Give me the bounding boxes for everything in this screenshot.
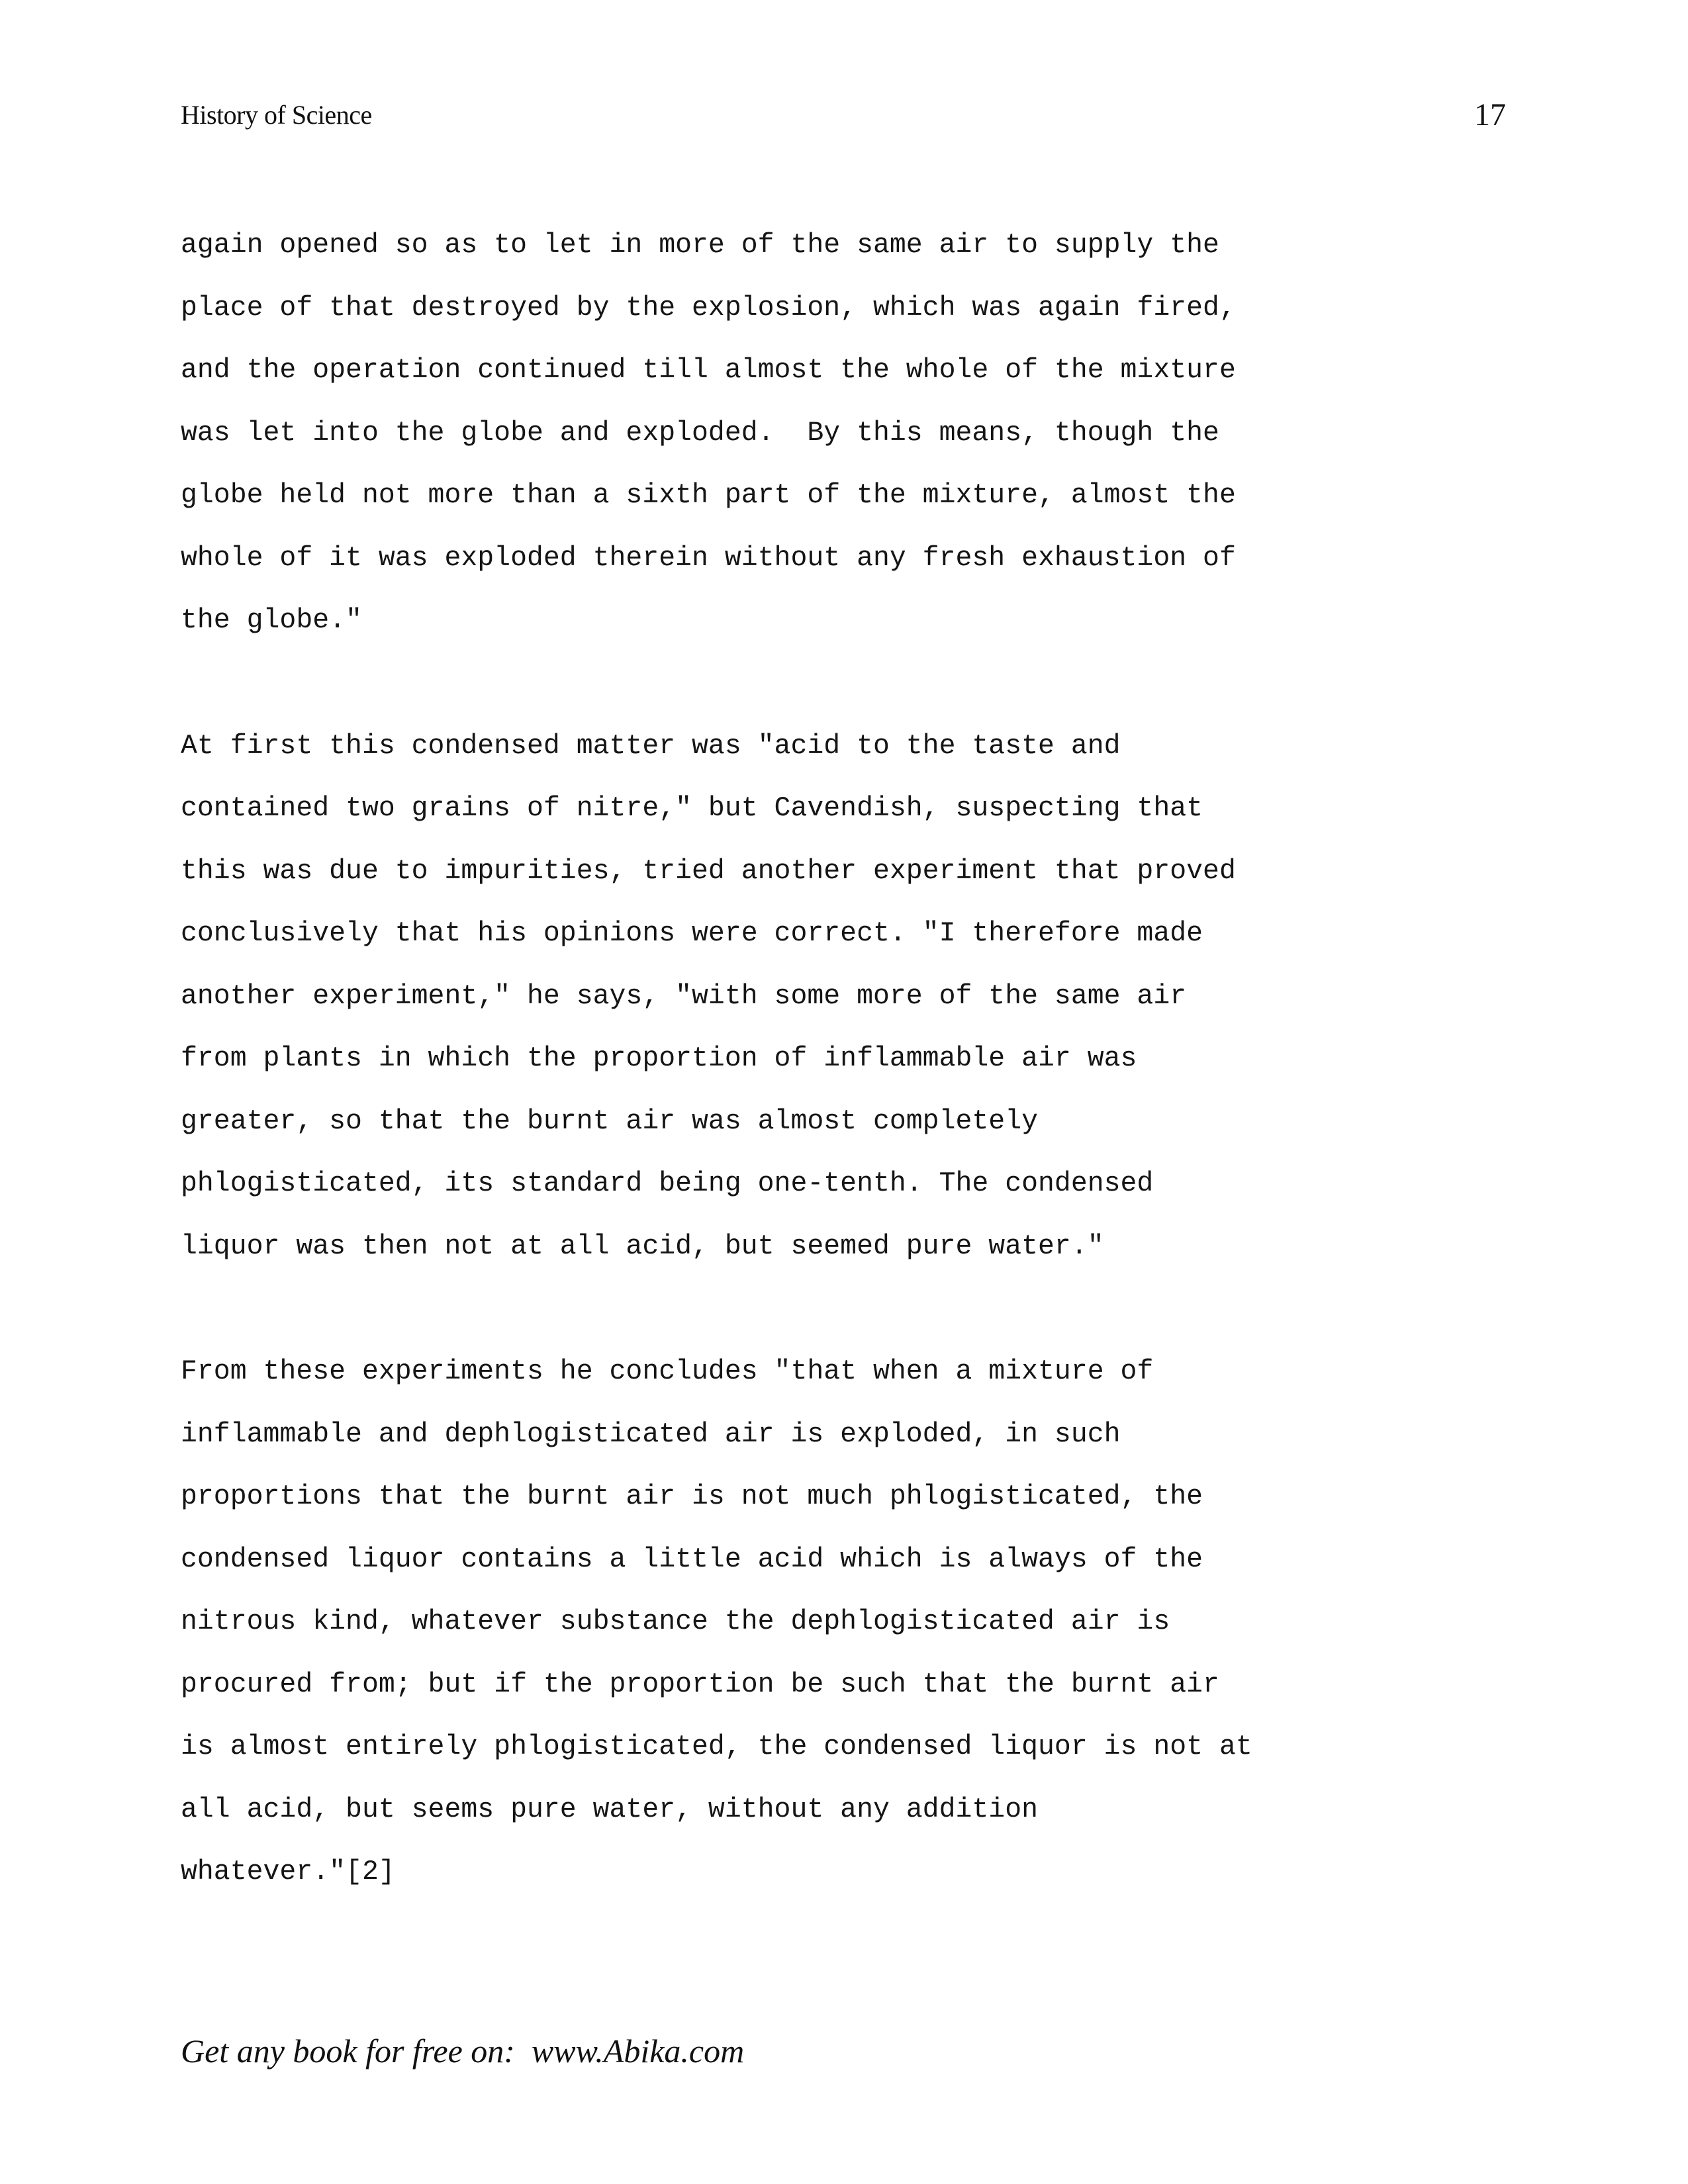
text-line: the globe." <box>181 605 362 636</box>
text-line: nitrous kind, whatever substance the dephlogisticated air is <box>181 1606 1170 1637</box>
text-line: greater, so that the burnt air was almost completely <box>181 1105 1039 1137</box>
text-line: condensed liquor contains a little acid which is always of the <box>181 1543 1203 1575</box>
footer-promo-text: Get any book for free on: www.Abika.com <box>181 2032 745 2070</box>
text-line: again opened so as to let in more of the same air to supply the <box>181 230 1219 261</box>
text-line: conclusively that his opinions were correct. "I therefore made <box>181 918 1203 949</box>
running-head-title: History of Science <box>181 100 372 130</box>
text-line: from plants in which the proportion of inflammable air was <box>181 1043 1137 1074</box>
text-line: is almost entirely phlogisticated, the condensed liquor is not at <box>181 1731 1252 1762</box>
text-line: another experiment," he says, "with some more of the same air <box>181 980 1187 1012</box>
text-line: inflammable and dephlogisticated air is exploded, in such <box>181 1418 1121 1450</box>
text-line: was let into the globe and exploded. By this means, though the <box>181 417 1219 449</box>
paragraph-2 <box>181 723 1505 1287</box>
text-line: From these experiments he concludes "that when a mixture of <box>181 1356 1154 1387</box>
text-line: place of that destroyed by the explosion, which was again fired, <box>181 292 1236 324</box>
text-line: phlogisticated, its standard being one-tenth. The condensed <box>181 1168 1154 1199</box>
page-number: 17 <box>1474 97 1506 132</box>
text-line: whole of it was exploded therein without any fresh exhaustion of <box>181 542 1236 574</box>
text-line: At first this condensed matter was "acid to the taste and <box>181 730 1121 762</box>
body-text <box>181 222 1505 1975</box>
text-line: all acid, but seems pure water, without any addition <box>181 1794 1039 1825</box>
text-line: whatever."[2] <box>181 1856 395 1888</box>
text-line: globe held not more than a sixth part of the mixture, almost the <box>181 480 1236 511</box>
paragraph-3 <box>181 1349 1505 1912</box>
text-line: procured from; but if the proportion be such that the burnt air <box>181 1668 1219 1700</box>
text-line: liquor was then not at all acid, but seemed pure water." <box>181 1230 1104 1262</box>
paragraph-1 <box>181 222 1505 660</box>
text-line: contained two grains of nitre," but Cavendish, suspecting that <box>181 793 1203 824</box>
text-line: and the operation continued till almost the whole of the mixture <box>181 355 1236 386</box>
text-line: this was due to impurities, tried another experiment that proved <box>181 855 1236 887</box>
text-line: proportions that the burnt air is not much phlogisticated, the <box>181 1481 1203 1512</box>
